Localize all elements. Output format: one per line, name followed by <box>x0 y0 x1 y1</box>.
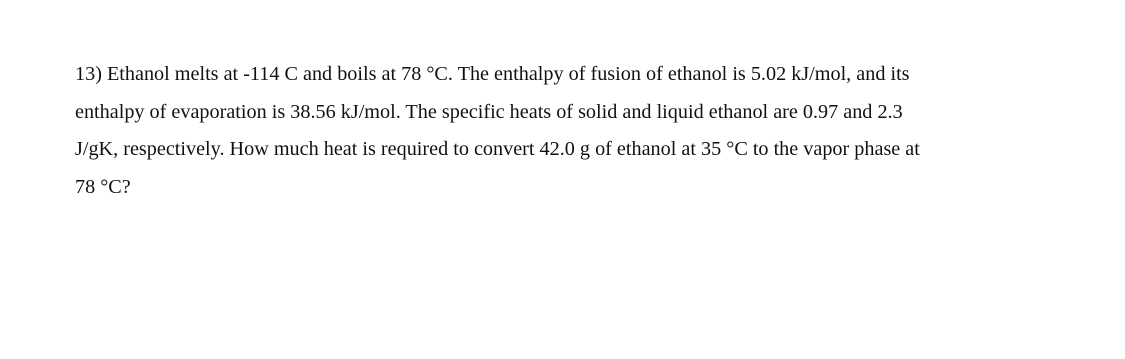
question-line-4: 78 °C? <box>75 175 131 198</box>
question-text <box>75 56 920 206</box>
question-line-2: enthalpy of evaporation is 38.56 kJ/mol. The specific heats of solid and liquid ethanol are 0.97 and 2.3 <box>75 100 903 123</box>
question-line-3: J/gK, respectively. How much heat is required to convert 42.0 g of ethanol at 35 °C to the vapor phase at <box>75 138 920 160</box>
question-line-1: 13) Ethanol melts at -114 C and boils at 78 °C. The enthalpy of fusion of ethanol is 5.02 kJ/mol, and its <box>75 63 910 85</box>
